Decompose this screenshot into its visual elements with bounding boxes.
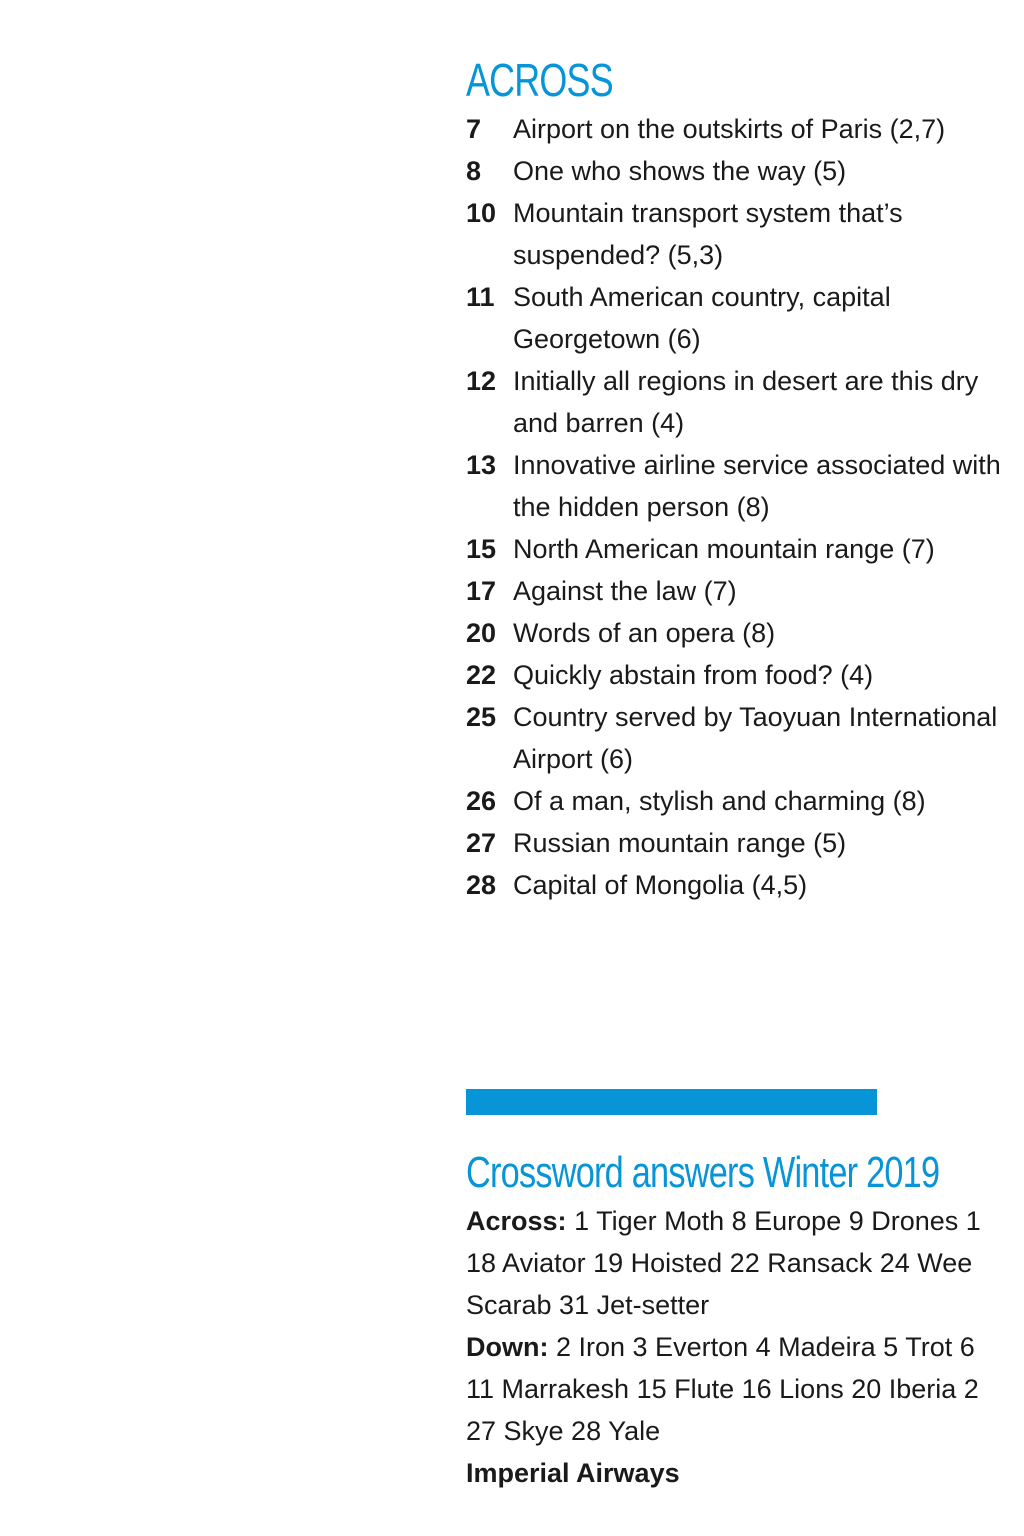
across-section [466,52,1006,906]
clue-text: Words of an opera (8) [513,618,776,648]
answers-heading: Crossword answers Winter 2019 [466,1148,940,1197]
clue-item [466,528,1006,570]
answers-block [466,1200,1024,1494]
clue-text: Quickly abstain from food? (4) [513,660,874,690]
answer-line: 18 Aviator 19 Hoisted 22 Ransack 24 Wee [466,1248,973,1278]
clue-item [466,822,1006,864]
clue-item [466,864,1006,906]
across-answers-label: Across: [466,1206,567,1236]
clue-number: 28 [466,870,497,900]
clue-number: 22 [466,660,497,690]
clue-number: 20 [466,618,497,648]
clue-text: Initially all regions in desert are this dry and barren (4) [513,366,979,438]
clue-text: Capital of Mongolia (4,5) [513,870,808,900]
clue-text: One who shows the way (5) [513,156,847,186]
clue-item [466,360,1006,444]
clue-item [466,150,1006,192]
answer-text: 2 Iron 3 Everton 4 Madeira 5 Trot 6 [556,1332,975,1362]
clue-number: 27 [466,828,497,858]
down-answers-label: Down: [466,1332,549,1362]
clue-text: South American country, capital Georgetown (6) [513,282,891,354]
clue-item [466,696,1006,780]
clue-number: 8 [466,156,482,186]
clue-text: Of a man, stylish and charming (8) [513,786,926,816]
across-answers-line [466,1200,1024,1242]
answer-text: 1 Tiger Moth 8 Europe 9 Drones 1 [574,1206,981,1236]
solution-answer: Imperial Airways [466,1458,680,1488]
clue-text: Airport on the outskirts of Paris (2,7) [513,114,946,144]
clue-text: Mountain transport system that’s suspended? (5,3) [513,198,903,270]
clue-item [466,108,1006,150]
clue-number: 13 [466,450,497,480]
down-answers-line [466,1326,1024,1368]
clue-number: 26 [466,786,497,816]
clue-number: 10 [466,198,497,228]
clue-item [466,654,1006,696]
clue-number: 12 [466,366,497,396]
clue-item [466,192,1006,276]
clue-item [466,780,1006,822]
clue-number: 7 [466,114,482,144]
clue-item [466,570,1006,612]
clue-text: Innovative airline service associated with the hidden person (8) [513,450,1001,522]
answer-line: 27 Skye 28 Yale [466,1416,661,1446]
clue-item [466,276,1006,360]
answers-section [466,1146,1024,1494]
across-clue-list [466,108,1006,906]
clue-number: 11 [466,282,495,312]
clue-text: Country served by Taoyuan International Airport (6) [513,702,998,774]
clue-number: 17 [466,576,497,606]
clue-number: 15 [466,534,497,564]
clue-item [466,444,1006,528]
clue-item [466,612,1006,654]
clue-number: 25 [466,702,497,732]
answer-line: Scarab 31 Jet-setter [466,1290,710,1320]
clue-text: Russian mountain range (5) [513,828,847,858]
answer-line: 11 Marrakesh 15 Flute 16 Lions 20 Iberia 2 [466,1374,979,1404]
section-divider-bar [466,1089,877,1115]
clue-text: North American mountain range (7) [513,534,935,564]
across-heading: ACROSS [466,54,613,106]
clue-text: Against the law (7) [513,576,737,606]
